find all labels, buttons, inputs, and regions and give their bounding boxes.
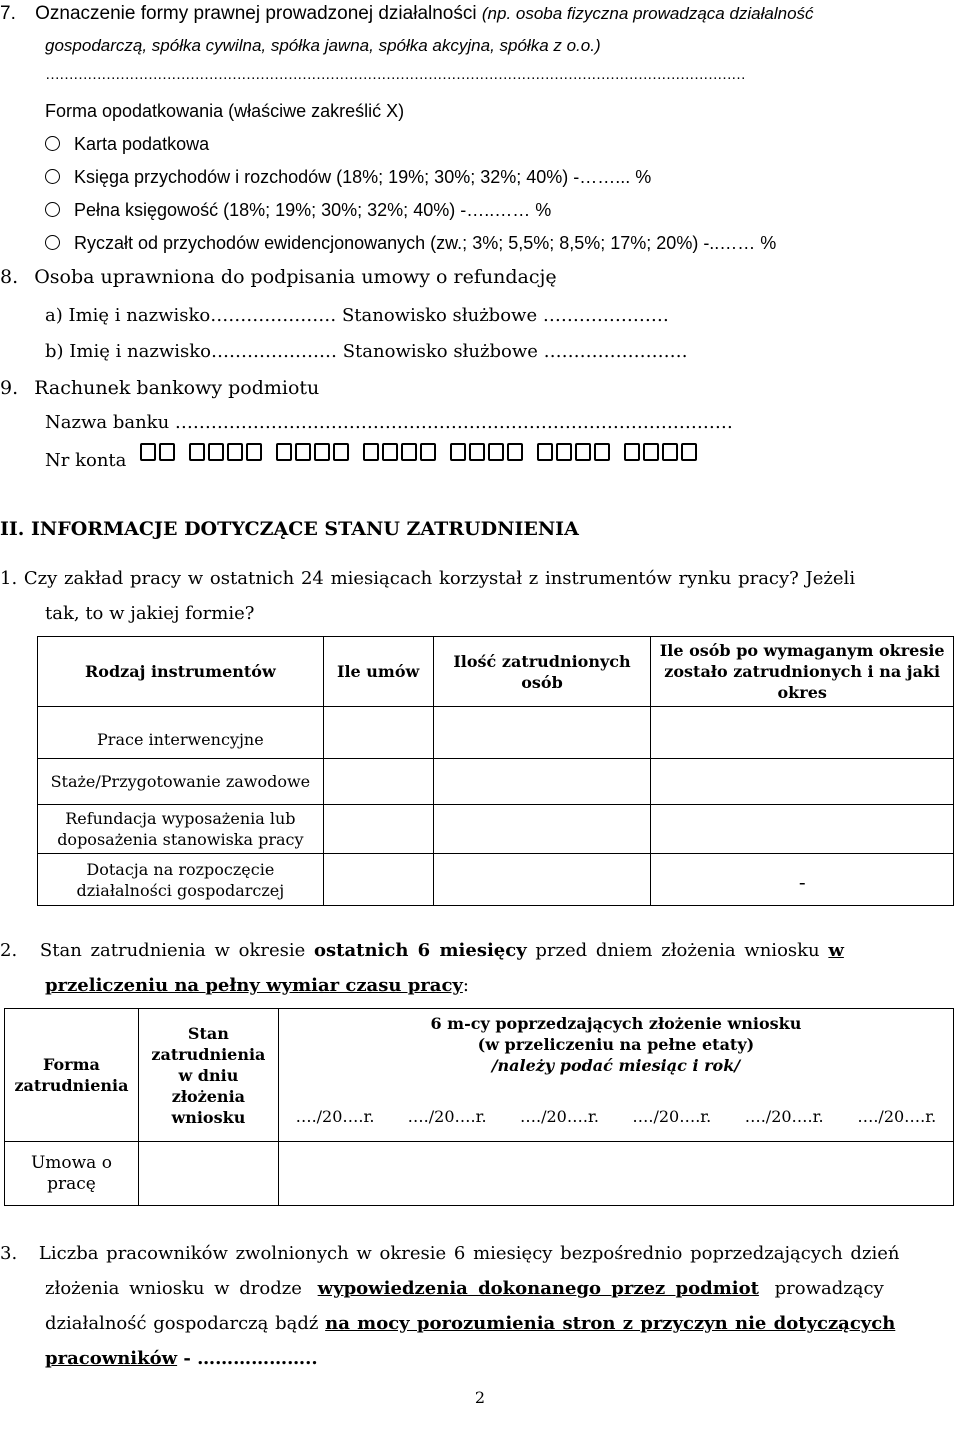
digit-box[interactable] [246, 443, 262, 461]
table-cell[interactable] [278, 1142, 391, 1206]
q3-line4 [45, 1348, 318, 1370]
s7-note-cont: gospodarczą, spółka cywilna, spółka jawna, spółka akcyjna, spółka z o.o.) [45, 36, 601, 55]
tax-option-karta[interactable]: Karta podatkowa [45, 133, 209, 155]
s7-title: Oznaczenie formy prawnej prowadzonej działalności [35, 3, 477, 24]
table-cell[interactable] [323, 805, 433, 854]
table-cell[interactable] [323, 854, 433, 906]
account-box-group [537, 443, 610, 461]
q3-line1 [0, 1243, 899, 1265]
table-cell[interactable] [728, 1142, 841, 1206]
q3-employees: pracowników [45, 1348, 178, 1369]
digit-box[interactable] [507, 443, 523, 461]
q2-text-cont: przed dniem złożenia wniosku [535, 940, 820, 961]
s7-note: (np. osoba fizyczna prowadząca działalność [481, 4, 814, 23]
s8-heading [0, 266, 557, 288]
table-cell[interactable] [841, 1142, 954, 1206]
account-box-group [140, 443, 175, 461]
digit-box[interactable] [333, 443, 349, 461]
row-label: Staże/Przygotowanie zawodowe [38, 759, 324, 805]
s8-person-b[interactable]: b) Imię i nazwisko………………… Stanowisko służbowe …………………… [45, 341, 688, 362]
s9-number: 9. [0, 377, 19, 399]
q3-text: Liczba pracowników zwolnionych w okresie 6 miesięcy bezpośrednio poprzedzających dzień [38, 1243, 900, 1264]
section-2-title: II. INFORMACJE DOTYCZĄCE STANU ZATRUDNIENIA [0, 518, 579, 540]
bank-name-field[interactable]: Nazwa banku ………………………………………………………………………………… [45, 412, 733, 433]
digit-box[interactable] [594, 443, 610, 461]
digit-box[interactable] [208, 443, 224, 461]
table-cell[interactable] [391, 1142, 503, 1206]
digit-box[interactable] [420, 443, 436, 461]
q2-text: Stan zatrudnienia w okresie [39, 940, 306, 961]
month-cell[interactable]: …./20….r. [503, 1092, 616, 1142]
digit-box[interactable] [140, 443, 156, 461]
header-form: Forma zatrudnienia [5, 1009, 139, 1142]
table-cell[interactable] [433, 759, 651, 805]
digit-box[interactable] [159, 443, 175, 461]
digit-box[interactable] [314, 443, 330, 461]
s9-heading [0, 377, 319, 399]
header-cell: Ile umów [323, 637, 433, 707]
digit-box[interactable] [469, 443, 485, 461]
account-box-group [450, 443, 523, 461]
account-box-group [363, 443, 436, 461]
row-label: Prace interwencyjne [38, 707, 324, 759]
table-row [38, 759, 954, 805]
q3-line3: działalność gospodarczą bądź na mocy porozumienia stron z przyczyn nie dotyczących [45, 1313, 896, 1334]
instruments-table [37, 636, 954, 906]
header-stan: Stan zatrudnienia w dniu złożenia wniosku [138, 1009, 278, 1142]
table-cell[interactable] [616, 1142, 728, 1206]
instruments-header-row [38, 637, 954, 707]
header-cell: Rodzaj instrumentów [38, 637, 324, 707]
s7-number: 7. [0, 3, 16, 24]
q3-agreement: na mocy porozumienia stron z przyczyn nie dotyczących [325, 1313, 896, 1334]
digit-box[interactable] [363, 443, 379, 461]
q3-number: 3. [0, 1243, 18, 1264]
q2-line1 [0, 940, 844, 962]
account-box-group [276, 443, 349, 461]
q2-fulltime: przeliczeniu na pełny wymiar czasu pracy [45, 975, 463, 996]
table-cell[interactable] [651, 707, 954, 759]
table-cell[interactable] [323, 707, 433, 759]
table-cell[interactable] [323, 759, 433, 805]
tax-form-title: Forma opodatkowania (właściwe zakreślić X) [45, 101, 405, 121]
digit-box[interactable] [624, 443, 640, 461]
table-cell[interactable] [503, 1142, 616, 1206]
month-cell[interactable]: …./20….r. [728, 1092, 841, 1142]
radio-circle-icon[interactable] [45, 235, 60, 250]
tax-option-ryczalt[interactable]: Ryczałt od przychodów ewidencjonowanych (zw.; 3%; 5,5%; 8,5%; 17%; 20%) -..…… % [45, 232, 776, 254]
digit-box[interactable] [450, 443, 466, 461]
digit-box[interactable] [189, 443, 205, 461]
q2-period: ostatnich 6 miesięcy [314, 940, 527, 961]
table-row [38, 805, 954, 854]
q1-line1: 1. Czy zakład pracy w ostatnich 24 miesiącach korzystał z instrumentów rynku pracy? Jeżeli [0, 568, 856, 589]
digit-box[interactable] [643, 443, 659, 461]
q1-line2: tak, to w jakiej formie? [45, 603, 255, 624]
radio-circle-icon[interactable] [45, 136, 60, 151]
account-box-group [189, 443, 262, 461]
digit-box[interactable] [681, 443, 697, 461]
radio-circle-icon[interactable] [45, 202, 60, 217]
header-6-months: 6 m-cy poprzedzających złożenie wniosku (w przeliczeniu na pełne etaty) /należy podać miesiąc i rok/ [278, 1009, 953, 1092]
digit-box[interactable] [488, 443, 504, 461]
table-cell[interactable] [651, 805, 954, 854]
s8-title: Osoba uprawniona do podpisania umowy o refundację [34, 266, 557, 288]
digit-box[interactable] [401, 443, 417, 461]
header-cell: Ilość zatrudnionych osób [433, 637, 651, 707]
digit-box[interactable] [276, 443, 292, 461]
account-number-boxes[interactable] [140, 443, 697, 461]
tax-option-ksiega[interactable]: Księga przychodów i rozchodów (18%; 19%; 30%; 32%; 40%) -……... % [45, 166, 651, 188]
table-cell[interactable] [433, 805, 651, 854]
q3-fill[interactable]: - ……………….. [177, 1348, 318, 1369]
digit-box[interactable] [537, 443, 553, 461]
digit-box[interactable] [662, 443, 678, 461]
table-cell[interactable] [433, 707, 651, 759]
month-cell[interactable]: …./20….r. [391, 1092, 503, 1142]
s8-number: 8. [0, 266, 19, 288]
table-cell[interactable] [138, 1142, 278, 1206]
s7-fill-line[interactable]: …………………………………………………………………………………………………………………………………… [45, 66, 745, 83]
account-label: Nr konta [45, 450, 127, 471]
digit-box[interactable] [556, 443, 572, 461]
page-number: 2 [474, 1388, 486, 1407]
digit-box[interactable] [382, 443, 398, 461]
table-row [38, 707, 954, 759]
q2-line2: przeliczeniu na pełny wymiar czasu pracy: [45, 975, 469, 996]
radio-circle-icon[interactable] [45, 169, 60, 184]
account-box-group [624, 443, 697, 461]
table-cell[interactable]: - [651, 854, 954, 906]
q3-termination: wypowiedzenia dokonanego przez podmiot [317, 1278, 759, 1299]
header-cell: Ile osób po wymaganym okresie zostało zatrudnionych i na jaki okres [651, 637, 954, 707]
employment-table [4, 1008, 954, 1206]
q2-number: 2. [0, 940, 18, 961]
row-label: Refundacja wyposażenia lub doposażenia stanowiska pracy [38, 805, 324, 854]
table-row [38, 854, 954, 906]
q3-line2: złożenia wniosku w drodze wypowiedzenia dokonanego przez podmiot prowadzący [45, 1278, 884, 1299]
row-label: Umowa o pracę [5, 1142, 139, 1206]
row-label: Dotacja na rozpoczęcie działalności gospodarczej [38, 854, 324, 906]
table-cell[interactable] [433, 854, 651, 906]
month-cell[interactable]: …./20….r. [841, 1092, 954, 1142]
s9-title: Rachunek bankowy podmiotu [34, 377, 320, 399]
q2-w: w [828, 940, 844, 961]
employment-header-row [5, 1009, 954, 1092]
digit-box[interactable] [575, 443, 591, 461]
digit-box[interactable] [295, 443, 311, 461]
month-cell[interactable]: …./20….r. [278, 1092, 391, 1142]
tax-option-pelna[interactable]: Pełna księgowość (18%; 19%; 30%; 32%; 40%) -…..…… % [45, 199, 551, 221]
table-cell[interactable] [651, 759, 954, 805]
s8-person-a[interactable]: a) Imię i nazwisko………………… Stanowisko służbowe ………………… [45, 305, 669, 326]
month-cell[interactable]: …./20….r. [616, 1092, 728, 1142]
table-row [5, 1142, 954, 1206]
digit-box[interactable] [227, 443, 243, 461]
s7-heading [0, 3, 814, 25]
